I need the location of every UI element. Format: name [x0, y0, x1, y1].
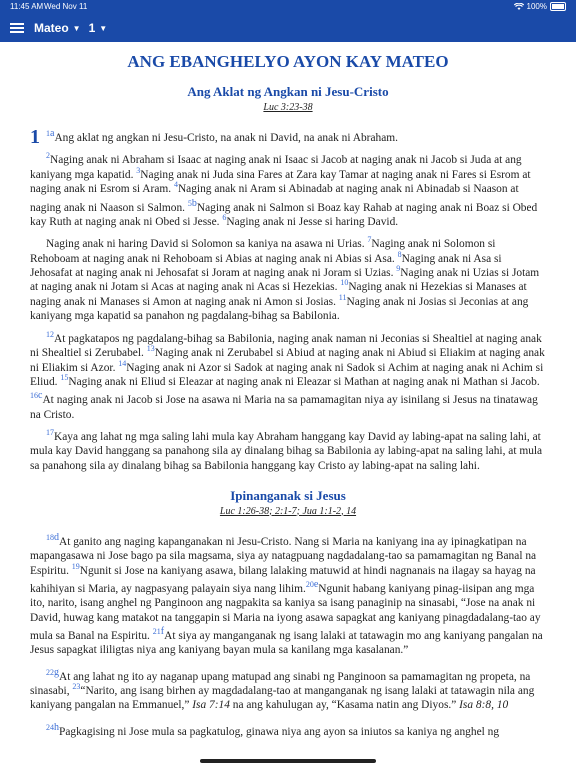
- verse-number: 8: [397, 249, 402, 259]
- verse-number: 10: [340, 278, 349, 288]
- verse-number: 16: [30, 391, 38, 401]
- verse-text: Kaya ang lahat ng mga saling lahi mula kay Abraham hanggang kay David ay labing-apat na saling lahi, at mula kay David hanggang sa panahong sila ay dinalang bihag sa Babilonia ay labing-apat na saling lahi, at mula sa panahong sila ay dinalang bihag sa Babilonia hanggang kay Cristo ay labing-apat na saling lahi.: [30, 430, 543, 472]
- paragraph: [30, 237, 546, 323]
- section-title: Ipinanganak si Jesus: [230, 488, 346, 504]
- chapter-selector[interactable]: [89, 21, 108, 35]
- ref-separator: ;: [269, 505, 275, 517]
- verse-number: 11: [338, 293, 347, 303]
- verse-text: At pagkatapos ng pagdalang-bihag sa Babilonia, naging anak naman ni Jeconias si Shealtiel at naging anak ni Shealtiel si Zerubabel.: [30, 332, 542, 360]
- footnote-marker[interactable]: e: [313, 578, 319, 590]
- book-title: ANG EBANGHELYO AYON KAY MATEO: [127, 52, 449, 71]
- bible-content: [30, 50, 546, 747]
- footnote-marker[interactable]: a: [50, 128, 55, 140]
- verse-text: Naging anak ni Salmon si Boaz kay Rahab at naging anak ni Boaz si Obed kay Ruth at naging anak ni Obed si Jesse.: [30, 201, 538, 228]
- verse-number: 4: [173, 180, 178, 190]
- book-name: Mateo: [34, 21, 69, 35]
- paragraph: [30, 721, 546, 739]
- footnote-marker[interactable]: c: [38, 390, 43, 402]
- footnote-marker[interactable]: h: [54, 721, 59, 733]
- wifi-icon: [514, 3, 524, 11]
- footnote-marker[interactable]: g: [54, 666, 59, 678]
- cross-ref-link[interactable]: 2:1-7: [274, 505, 297, 517]
- paragraph: [30, 666, 546, 713]
- verse-text: na ang kahulugan ay, “Kasama natin ang Diyos.”: [229, 699, 460, 712]
- menu-icon[interactable]: [10, 23, 24, 33]
- verse-text: Naging anak ni Juda sina Fares at Zara kay Tamar at naging anak ni Fares si Esrom at naging anak ni Esrom si Aram.: [30, 168, 531, 196]
- status-time: 11:45 AM: [10, 2, 44, 11]
- chapter-number: 1: [88, 21, 96, 35]
- verse-number: 14: [118, 358, 127, 368]
- section-cross-reference: [30, 101, 546, 115]
- verse-number: 17: [46, 428, 54, 438]
- verse-text: Naging anak ni Jesse si haring David.: [226, 215, 399, 228]
- verse-text: At siya ay manganganak ng isang lalaki at tatawagin mo ang kaniyang pangalan na Jesus sapagkat ililigtas niya ang kaniyang bayan mula sa kanilang mga kasalanan.”: [30, 629, 543, 657]
- verse-number: 12: [46, 329, 54, 339]
- verse-number: 22: [46, 667, 54, 677]
- cross-ref-link[interactable]: Luc 3:23-38: [263, 101, 313, 113]
- verse-number: 20: [305, 579, 314, 589]
- inline-reference: Isa 7:14: [192, 699, 230, 712]
- verse-text: Naging anak ni Zerubabel si Abiud at naging anak ni Abiud si Eliakim at naging anak ni Eliakim si Azor.: [30, 347, 545, 374]
- status-date: Wed Nov 11: [44, 2, 88, 11]
- book-selector[interactable]: [34, 21, 81, 35]
- cross-ref-link[interactable]: Jua 1:1-2: [302, 505, 342, 517]
- verse-text: At ganito ang naging kapanganakan ni Jesu-Cristo. Nang si Maria na kaniyang ina ay ipinagkatipan na mapangasawa ni Jose bago pa sila magsama, siya ay natagpuang nagdadalang-tao sa pamamagitan ng Banal na Espiritu.: [30, 535, 537, 577]
- verse-number: 18: [46, 532, 54, 542]
- verse-number: 15: [60, 373, 69, 383]
- status-right: [514, 2, 566, 11]
- verse-text: Naging anak ni Eliud si Eleazar at naging anak ni Eleazar si Mathan at naging anak ni Mathan si Jacob.: [68, 375, 540, 388]
- verse-text: Ngunit si Jose na kaniyang asawa, bilang lalaking matuwid at hindi nagnanais na ilagay sa hayag na kahihiyan si Maria, ay nagpasyang palayain siya nang lihim.: [30, 564, 536, 595]
- paragraph: [30, 531, 546, 658]
- inline-reference: Isa 8:8, 10: [459, 699, 509, 712]
- verse-number: 2: [46, 151, 50, 161]
- verse-text: Ang aklat ng angkan ni Jesu-Cristo, na anak ni David, na anak ni Abraham.: [54, 132, 398, 145]
- chapter-drop-number: 1: [30, 126, 40, 149]
- verse-number: 6: [222, 213, 227, 223]
- paragraph: [30, 153, 546, 229]
- verse-number: 24: [46, 722, 54, 732]
- verse-number: 23: [72, 682, 81, 691]
- verse-text: Naging anak ni Josias si Jeconias at ang kaniyang mga kapatid sa panahon ng pagdalang-bihag sa Babilonia.: [30, 295, 529, 323]
- verse-text: Naging anak ni Asa si Jehosafat at naging anak ni Jehosafat si Joram at naging anak ni Joram si Uzias.: [30, 252, 502, 280]
- chevron-down-icon: ▼: [72, 23, 81, 33]
- ref-separator: ;: [296, 505, 303, 517]
- section-title: Ang Aklat ng Angkan ni Jesu-Cristo: [187, 84, 389, 100]
- verse-number: 7: [367, 235, 372, 245]
- battery-icon: [550, 2, 566, 11]
- verse-text: Naging anak ni Hezekias si Manases at naging anak ni Manases si Amon at naging anak ni Amon si Josias.: [30, 281, 527, 308]
- verse-text: Pagkagising ni Jose mula sa pagkatulog, ginawa niya ang ayon sa iniutos sa kaniya ng anghel ng: [59, 725, 500, 738]
- paragraph: [30, 329, 546, 422]
- chevron-down-icon: ▼: [99, 23, 108, 33]
- verse-number: 19: [71, 561, 80, 571]
- ref-separator: ,: [341, 505, 347, 517]
- footnote-marker[interactable]: f: [160, 625, 165, 637]
- status-bar: [10, 2, 566, 14]
- footnote-marker[interactable]: d: [54, 531, 59, 543]
- paragraph: [30, 430, 546, 473]
- paragraph: [30, 126, 546, 149]
- verse-number: 21: [152, 626, 161, 636]
- verse-text: Naging anak ni Uzias si Jotam at naging anak ni Jotam si Acas at naging anak ni Acas si Hezekias.: [30, 267, 540, 294]
- verse-number: 5: [187, 198, 192, 208]
- nav-bar: [10, 18, 107, 38]
- verse-text: “Narito, ang isang birhen ay magdadalang-tao at manganganak ng isang lalaki at tatawagin nila ang kaniyang pangalan na Emmanuel,”: [30, 684, 535, 712]
- top-bar: [0, 0, 576, 42]
- verse-number: 3: [136, 166, 141, 176]
- verse-text: Ngunit habang kaniyang pinag-iisipan ang mga ito, narito, isang anghel ng Panginoon ang nagpakita sa kaniya sa isang panaginip na sinasabi, “Jose na anak ni David, huwag kang matakot na tanggapin si Maria na iyong asawa sapagkat ang kaniyang pinagdadalang-tao ay mula sa Banal na Espiritu.: [30, 582, 541, 642]
- verse-number: 1: [46, 129, 50, 139]
- verse-number: 9: [396, 264, 401, 274]
- verse-text: Naging anak ni Azor si Sadok at naging anak ni Sadok si Achim at naging anak ni Achim si Eliud.: [30, 361, 544, 388]
- verse-text: Naging anak ni Abraham si Isaac at naging anak ni Isaac si Jacob at naging anak ni Jacob si Juda at ang kaniyang mga kapatid.: [30, 154, 522, 181]
- verse-text: Naging anak ni Solomon si Rehoboam at naging anak ni Rehoboam si Abias at naging anak ni Abias si Asa.: [30, 238, 496, 265]
- home-indicator[interactable]: [200, 759, 376, 763]
- verse-text: At ang lahat ng ito ay naganap upang matupad ang sinabi ng Panginoon sa pamamagitan ng propeta, na sinasabi,: [30, 670, 531, 697]
- verse-number: 13: [146, 344, 155, 354]
- cross-ref-link[interactable]: Luc 1:26-38: [219, 505, 270, 517]
- battery-percent: 100%: [526, 2, 547, 11]
- verse-text: Naging anak ni haring David si Solomon sa kaniya na asawa ni Urias.: [46, 238, 368, 251]
- footnote-marker[interactable]: b: [191, 197, 197, 209]
- section-cross-reference: [30, 505, 546, 519]
- cross-ref-link[interactable]: 14: [346, 505, 357, 517]
- verse-text: At naging anak ni Jacob si Jose na asawa ni Maria na sa pamamagitan niya ay isinilang si Jesus na tinatawag na Cristo.: [30, 394, 538, 421]
- verse-text: Naging anak ni Aram si Abinadab at naging anak ni Abinadab si Naason at naging anak ni Naason si Salmon.: [30, 183, 519, 214]
